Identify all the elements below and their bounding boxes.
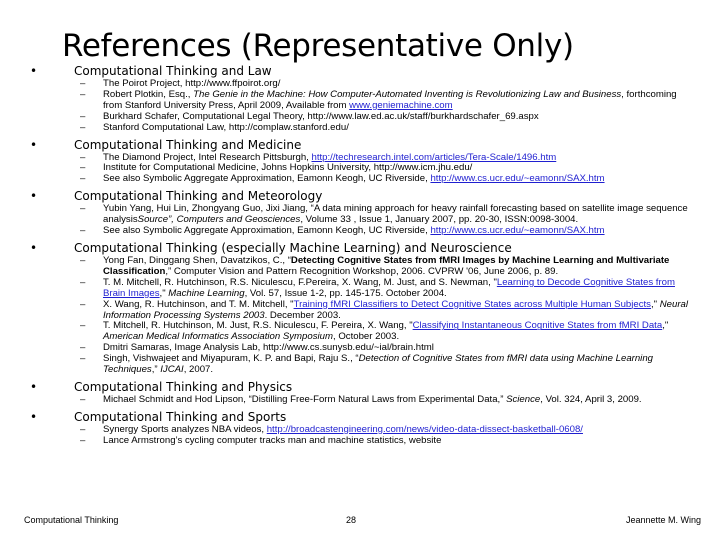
reference-link[interactable]: http://www.cs.ucr.edu/~eamonn/SAX.htm [430, 173, 605, 185]
reference-link[interactable]: Classifying Instantaneous Cognitive States from fMRI Data [412, 320, 663, 332]
reference-link[interactable]: http://techresearch.intel.com/articles/Tera-Scale/1496.htm [311, 151, 557, 163]
dash-bullet-icon: – [80, 121, 86, 133]
section-heading [0, 241, 720, 256]
dash-bullet-icon: – [80, 88, 86, 100]
reference-text: , 2007. [183, 364, 214, 376]
reference-section [0, 241, 720, 376]
reference-text: Singh, Vishwajeet and Miyapuram, K. P. and Bapi, Raju S., “ [103, 353, 359, 365]
dash-bullet-icon: – [80, 342, 86, 354]
section-heading-text: Computational Thinking and Sports [74, 409, 287, 424]
section-heading [0, 64, 720, 79]
dash-bullet-icon: – [80, 151, 86, 163]
footer-course-name: Computational Thinking [24, 515, 119, 525]
section-heading-text: Computational Thinking and Law [74, 64, 272, 78]
reference-item [0, 204, 720, 226]
reference-text: See also Symbolic Aggregate Approximation, Eamonn Keogh, UC Riverside, [103, 225, 431, 237]
reference-text: Detection of Cognitive States from fMRI data using Machine Learning Techniques [103, 353, 653, 376]
dash-bullet-icon: – [80, 276, 86, 288]
reference-text: ,” Computer Vision and Pattern Recognition Workshop, 2006. CVPRW '06, June 2006, p. 89. [165, 265, 559, 277]
dash-bullet-icon: – [80, 423, 86, 435]
reference-link[interactable]: Learning to Decode Cognitive States from Brain Images [103, 276, 675, 299]
reference-text: The Genie in the Machine: How Computer-Automated Inventing is Revolutionizing Law and Business [193, 88, 622, 100]
reference-section [0, 138, 720, 186]
dash-bullet-icon: – [80, 353, 86, 365]
dash-bullet-icon: – [80, 162, 86, 174]
dash-bullet-icon: – [80, 320, 86, 332]
reference-text: See also Symbolic Aggregate Approximation, Eamonn Keogh, UC Riverside, [103, 173, 431, 185]
reference-text: Machine Learning [168, 287, 245, 299]
reference-link[interactable]: http://broadcastengineering.com/news/video-data-dissect-basketball-0608/ [266, 423, 583, 435]
bullet-icon: • [30, 240, 38, 255]
reference-text: T. Mitchell, R. Hutchinson, M. Just, R.S. Niculescu, F. Pereira, X. Wang, " [103, 320, 413, 332]
reference-text: Yong Fan, Dinggang Shen, Davatzikos, C., “ [103, 254, 291, 266]
reference-item [0, 395, 720, 406]
reference-text: X. Wang, R. Hutchinson, and T. M. Mitchell, " [103, 298, 294, 310]
reference-text: . December 2003. [264, 309, 341, 321]
reference-text: Neural Information Processing Systems 2003 [103, 298, 688, 321]
slide-title: References (Representative Only) [62, 28, 574, 64]
section-heading-text: Computational Thinking and Meteorology [74, 189, 323, 204]
bullet-icon: • [30, 64, 38, 78]
reference-list [0, 64, 720, 451]
reference-text: The Poirot Project, http://www.ffpoirot.org/ [103, 78, 281, 89]
reference-item [0, 90, 720, 112]
reference-item [0, 321, 720, 343]
dash-bullet-icon: – [80, 173, 86, 185]
reference-text: Synergy Sports analyzes NBA videos, [103, 423, 267, 435]
reference-item [0, 123, 720, 134]
dash-bullet-icon: – [80, 110, 86, 122]
reference-link[interactable]: www.geniemachine.com [349, 99, 453, 111]
dash-bullet-icon: – [80, 254, 86, 266]
reference-text: Burkhard Schafer, Computational Legal Theory, http://www.law.ed.ac.uk/staff/burkhardschafer_69.aspx [103, 110, 539, 122]
section-heading-text: Computational Thinking and Physics [74, 379, 293, 394]
reference-item [0, 226, 720, 237]
reference-text: , October 2003. [332, 331, 400, 343]
reference-text: American Medical Informatics Association Symposium [103, 331, 333, 343]
reference-text: T. M. Mitchell, R. Hutchinson, R.S. Niculescu, F.Pereira, X. Wang, M. Just, and S. Newman, " [103, 276, 497, 288]
reference-text: Michael Schmidt and Hod Lipson, “Distilling Free-Form Natural Laws from Experimental Data,” [103, 393, 507, 405]
reference-section [0, 64, 720, 134]
bullet-icon: • [30, 137, 38, 152]
reference-text: ," [650, 298, 660, 310]
reference-item [0, 278, 720, 300]
reference-text: Stanford Computational Law, http://complaw.stanford.edu/ [103, 121, 349, 133]
reference-link[interactable]: Training fMRI Classifiers to Detect Cognitive States across Multiple Human Subjects [293, 298, 651, 310]
reference-item [0, 300, 720, 322]
dash-bullet-icon: – [80, 225, 86, 237]
reference-item [0, 174, 720, 185]
section-heading [0, 189, 720, 204]
footer-author: Jeannette M. Wing [626, 515, 702, 525]
reference-text: ," [159, 287, 169, 299]
dash-bullet-icon: – [80, 434, 86, 446]
bullet-icon: • [30, 379, 38, 394]
section-heading-text: Computational Thinking and Medicine [74, 137, 302, 152]
dash-bullet-icon: – [80, 393, 86, 405]
reference-text: Yubin Yang, Hui Lin, Zhongyang Guo, Jixi Jiang, “A data mining approach for heavy rainfall forecasting based on satellite image sequence analysis [103, 203, 688, 226]
reference-text: , Volume 33 , Issue 1, January 2007, pp. 20-30, ISSN:0098-3004. [300, 214, 579, 226]
reference-link[interactable]: http://www.cs.ucr.edu/~eamonn/SAX.htm [430, 225, 605, 237]
section-heading [0, 138, 720, 153]
reference-text: , Vol. 324, April 3, 2009. [540, 393, 642, 405]
reference-text: IJCAI [160, 364, 184, 376]
reference-item [0, 436, 720, 447]
section-heading [0, 380, 720, 395]
reference-text: ,” [151, 364, 161, 376]
dash-bullet-icon: – [80, 78, 86, 89]
reference-text: Detecting Cognitive States from fMRI Images by Machine Learning and Multivariate Classification [103, 254, 670, 277]
section-heading-text: Computational Thinking (especially Machine Learning) and Neuroscience [74, 240, 512, 255]
reference-text: , forthcoming from Stanford University Press, April 2009, Available from [103, 88, 677, 111]
reference-text: The Diamond Project, Intel Research Pittsburgh, [103, 151, 312, 163]
reference-text: Robert Plotkin, Esq., [103, 88, 194, 100]
bullet-icon: • [30, 409, 38, 424]
reference-section [0, 380, 720, 406]
bullet-icon: • [30, 189, 38, 204]
reference-section [0, 410, 720, 447]
section-heading [0, 410, 720, 425]
reference-text: Dmitri Samaras, Image Analysis Lab, http://www.cs.sunysb.edu/~ial/brain.html [103, 342, 434, 354]
reference-text: ," [662, 320, 669, 332]
reference-text: Lance Armstrong’s cycling computer tracks man and machine statistics, website [103, 434, 442, 446]
reference-text: Science [506, 393, 541, 405]
reference-text: Institute for Computational Medicine, Johns Hopkins University, http://www.icm.jhu.edu/ [103, 162, 473, 174]
reference-item [0, 256, 720, 278]
reference-section [0, 189, 720, 237]
reference-text: Source”, Computers and Geosciences [137, 214, 301, 226]
dash-bullet-icon: – [80, 203, 86, 215]
reference-item [0, 354, 720, 376]
dash-bullet-icon: – [80, 298, 86, 310]
reference-text: , Vol. 57, Issue 1-2, pp. 145-175. October 2004. [244, 287, 447, 299]
footer-page-number: 28 [346, 515, 357, 525]
